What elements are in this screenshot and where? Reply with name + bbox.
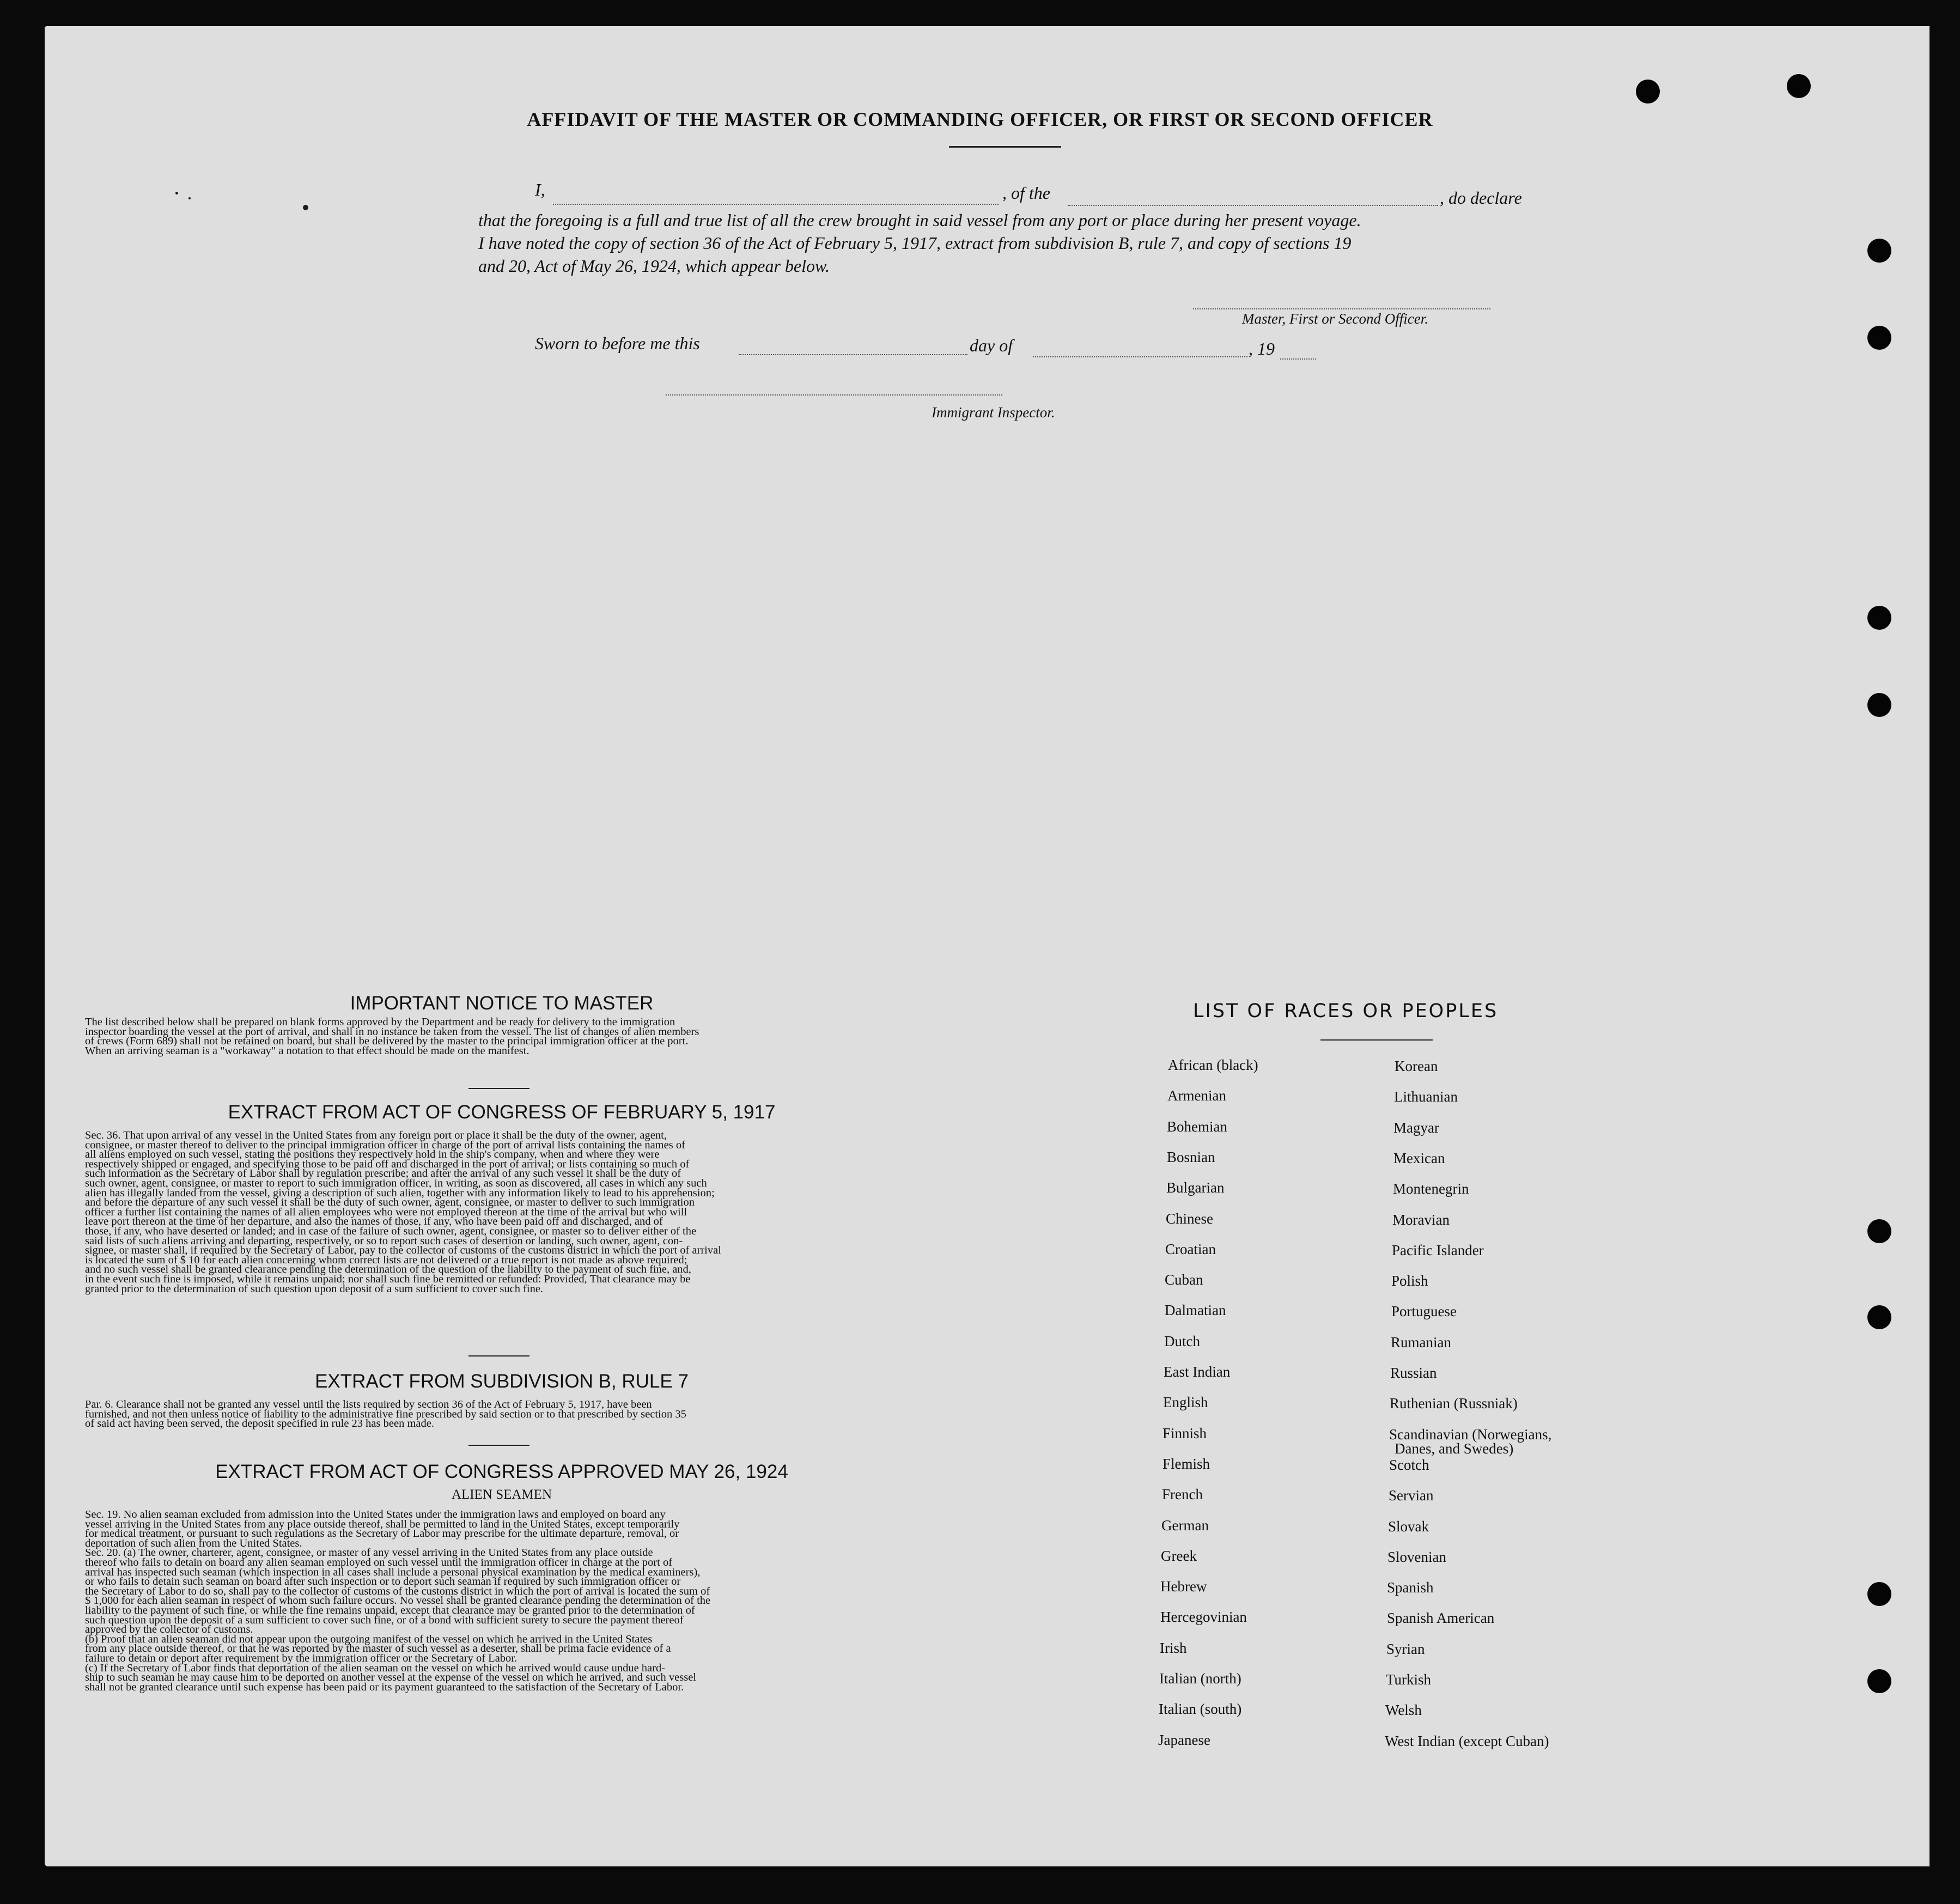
- text-line: such question upon the deposit of a sum sufficient to cover such fine, or of a bond with sufficient surety to secure the payment thereof: [85, 1614, 684, 1626]
- inspector-signature-line[interactable]: [666, 394, 1002, 396]
- text-line: approved by the collector of customs.: [85, 1623, 253, 1636]
- extract-1917-text: [85, 1131, 906, 1294]
- race-item: East Indian: [1164, 1364, 1231, 1380]
- vessel-field[interactable]: [1068, 205, 1438, 206]
- race-item: Italian (south): [1159, 1701, 1242, 1717]
- race-item: Spanish: [1387, 1579, 1434, 1596]
- text-line: alien has illegally landed from the vessel, giving a description of such alien, together with any information likely to lead to his apprehension;: [85, 1187, 715, 1199]
- punch-hole: [1867, 1669, 1891, 1693]
- race-item: West Indian (except Cuban): [1385, 1733, 1549, 1749]
- declaration-line-1: that the foregoing is a full and true list of all the crew brought in said vessel from any port or place during her present voyage.: [478, 210, 1361, 230]
- race-item: Ruthenian (Russniak): [1390, 1395, 1518, 1412]
- race-item: Hebrew: [1160, 1578, 1207, 1595]
- text-line: ship to such seaman he may cause him to be deported on another vessel at the expense of the vessel on which he arrived, and such vessel: [85, 1671, 697, 1684]
- punch-hole: [1787, 74, 1811, 98]
- text-line: vessel arriving in the United States from any place outside thereof, shall be permitted to land in the United States, except temporarily: [85, 1518, 680, 1530]
- race-item: Italian (north): [1159, 1670, 1241, 1687]
- notice-heading: IMPORTANT NOTICE TO MASTER: [350, 993, 654, 1014]
- race-item: Croatian: [1165, 1241, 1216, 1257]
- text-line: liability to the payment of such fine, or while the fine remains unpaid, except that clearance may be granted prior to the determination of: [85, 1604, 695, 1616]
- race-item: Servian: [1389, 1487, 1434, 1504]
- text-line: Sec. 19. No alien seaman excluded from admission into the United States under the immigration laws and employed on board any: [85, 1508, 666, 1520]
- do-declare-label: , do declare: [1440, 188, 1522, 208]
- title-underline: [949, 146, 1061, 148]
- text-line: The list described below shall be prepared on blank forms approved by the Department and be ready for delivery to the immigration: [85, 1016, 675, 1028]
- text-line: granted prior to the determination of such question upon deposit of a sum sufficient to cover such fine.: [85, 1282, 544, 1295]
- race-item: Turkish: [1386, 1671, 1432, 1688]
- race-item: Bohemian: [1167, 1118, 1227, 1135]
- punch-hole: [1867, 1219, 1891, 1243]
- race-item: Cuban: [1165, 1272, 1203, 1288]
- races-heading: LIST OF RACES OR PEOPLES: [1193, 1000, 1499, 1022]
- declaration-line-3: and 20, Act of May 26, 1924, which appear below.: [478, 256, 830, 276]
- text-line: in the event such fine is imposed, while it remains unpaid; nor shall such fine be remitted or refunded: Provided, That clearance may be: [85, 1273, 691, 1285]
- race-item: Bosnian: [1167, 1149, 1215, 1165]
- text-line: all aliens employed on such vessel, stating the positions they respectively hold in the ship's company, when and where they were: [85, 1148, 660, 1161]
- notice-text: [85, 1018, 906, 1056]
- race-item: Pacific Islander: [1392, 1242, 1484, 1258]
- race-item: Moravian: [1392, 1212, 1450, 1228]
- affidavit-title: AFFIDAVIT OF THE MASTER OR COMMANDING OFFICER, OR FIRST OR SECOND OFFICER: [527, 108, 1433, 130]
- day-of-label: day of: [970, 336, 1013, 355]
- text-line: of crews (Form 689) shall not be retained on board, but shall be delivered by the master to the principal immigration officer at the port.: [85, 1035, 689, 1048]
- text-line: $ 1,000 for each alien seaman in respect of whom such failure occurs. No vessel shall be granted clearance pending the determination of the: [85, 1595, 711, 1607]
- race-item: French: [1162, 1486, 1203, 1502]
- text-line: from any place outside thereof, or that he was reported by the master of such vessel as a deserter, shall be prima facie evidence of a: [85, 1643, 671, 1655]
- text-line: When an arriving seaman is a "workaway" a notation to that effect should be made on the manifest.: [85, 1044, 529, 1057]
- text-line: for medical treatment, or pursuant to such regulations as the Secretary of Labor may prescribe for the ultimate departure, removal, or: [85, 1528, 679, 1540]
- race-item: Greek: [1161, 1548, 1197, 1564]
- text-line: the Secretary of Labor to do so, shall pay to the collector of customs of the customs district in which the port of arrival is located the sum of: [85, 1585, 710, 1597]
- text-line: of said act having been served, the deposit specified in rule 23 has been made.: [85, 1418, 434, 1430]
- text-line: signee, or master shall, if required by the Secretary of Labor, pay to the collector of customs of the customs district in which the port of arrival: [85, 1244, 721, 1257]
- stray-mark: [175, 192, 178, 194]
- text-line: deportation of such alien from the United States.: [85, 1537, 302, 1549]
- race-item: Montenegrin: [1393, 1181, 1469, 1197]
- signature-caption: Master, First or Second Officer.: [1242, 311, 1428, 327]
- race-item: Korean: [1395, 1058, 1438, 1074]
- text-line: is located the sum of $ 10 for each alien concerning whom correct lists are not delivered or a true report is not made as above required;: [85, 1254, 687, 1266]
- race-item-continuation: Danes, and Swedes): [1395, 1440, 1514, 1457]
- punch-hole: [1867, 326, 1891, 350]
- extract-1924-heading: EXTRACT FROM ACT OF CONGRESS APPROVED MAY 26, 1924: [215, 1461, 788, 1482]
- race-item: Spanish American: [1387, 1610, 1495, 1626]
- declaration-line-2: I have noted the copy of section 36 of the Act of February 5, 1917, extract from subdivision B, rule 7, and copy of sections 19: [478, 233, 1352, 253]
- text-line: (b) Proof that an alien seaman did not appear upon the outgoing manifest of the vessel on which he arrived in the United States: [85, 1633, 653, 1645]
- punch-hole: [1867, 1582, 1891, 1606]
- race-item: Magyar: [1393, 1120, 1439, 1136]
- text-line: and no such vessel shall be granted clearance pending the determination of the question of the liability to the payment of such fine, and,: [85, 1263, 691, 1276]
- text-line: Par. 6. Clearance shall not be granted any vessel until the lists required by section 36 of the Act of February 5, 1917, have been: [85, 1398, 652, 1410]
- sworn-day-field[interactable]: [739, 354, 967, 355]
- text-line: thereof who fails to detain on board any alien seaman employed on such vessel until the immigration officer in charge at the port of: [85, 1556, 673, 1568]
- text-line: Sec. 20. (a) The owner, charterer, agent, consignee, or master of any vessel arriving in the United States from any place outside: [85, 1547, 653, 1559]
- race-item: Bulgarian: [1166, 1179, 1225, 1196]
- race-item: Japanese: [1158, 1732, 1210, 1748]
- race-item: Hercegovinian: [1160, 1609, 1247, 1625]
- text-line: (c) If the Secretary of Labor finds that deportation of the alien seaman on the vessel on which he arrived would cause undue hard-: [85, 1662, 666, 1674]
- i-label: I,: [535, 180, 545, 199]
- race-item: Rumanian: [1391, 1334, 1451, 1351]
- rule7-text: [85, 1400, 906, 1429]
- race-item: Syrian: [1386, 1641, 1425, 1657]
- punch-hole: [1867, 693, 1891, 717]
- race-item: Slovenian: [1387, 1549, 1446, 1565]
- of-the-label: , of the: [1002, 183, 1050, 203]
- sworn-year-field[interactable]: [1280, 358, 1316, 360]
- text-line: officer a further list containing the names of all alien employees who were not employed thereon at the time of the arrival but who will: [85, 1206, 687, 1218]
- extract-1924-text: [85, 1510, 906, 1692]
- sworn-label: Sworn to before me this: [535, 333, 700, 353]
- race-item: Finnish: [1162, 1425, 1207, 1441]
- text-line: such information as the Secretary of Labor shall by regulation prescribe; and after the arrival of any such vessel it shall be the duty of: [85, 1167, 681, 1180]
- text-line: arrival has inspected such seaman (which inspection in all cases shall include a personal physical examination by the medical examiners),: [85, 1566, 701, 1578]
- race-item: Irish: [1160, 1640, 1187, 1656]
- text-line: inspector boarding the vessel at the port of arrival, and shall in no instance be taken from the vessel. The list of changes of alien members: [85, 1025, 699, 1038]
- name-field[interactable]: [553, 204, 999, 205]
- race-item: Polish: [1391, 1273, 1428, 1289]
- races-underline: [1320, 1039, 1433, 1041]
- race-item: Welsh: [1385, 1702, 1422, 1718]
- year-label: , 19: [1249, 339, 1275, 358]
- text-line: those, if any, who have deserted or landed; and in case of the failure of such owner, agent, consignee, or master so to deliver either of the: [85, 1225, 697, 1237]
- rule7-heading: EXTRACT FROM SUBDIVISION B, RULE 7: [315, 1371, 689, 1392]
- divider: [468, 1355, 529, 1356]
- race-item: Dalmatian: [1165, 1302, 1226, 1318]
- text-line: shall not be granted clearance until such expense has been paid or its payment guaranteed to the satisfaction of the Secretary of Labor.: [85, 1681, 684, 1693]
- text-line: respectively shipped or engaged, and specifying those to be paid off and discharged in the port of arrival; or lists containing so much of: [85, 1158, 690, 1170]
- punch-hole: [1867, 239, 1891, 263]
- stray-mark: [303, 205, 308, 210]
- stray-mark: [188, 197, 191, 199]
- race-item: German: [1161, 1517, 1209, 1534]
- race-item: Lithuanian: [1394, 1088, 1458, 1105]
- text-line: such owner, agent, consignee, or master to report to such immigration officer, in writing, as soon as discovered, all cases in which any such: [85, 1177, 707, 1189]
- race-item: Scandinavian (Norwegians,: [1389, 1426, 1552, 1443]
- race-item: Portuguese: [1391, 1303, 1457, 1319]
- text-line: furnished, and not then unless notice of liability to the administrative fine prescribed by said section or to that prescribed by section 35: [85, 1408, 686, 1420]
- race-item: Armenian: [1167, 1087, 1226, 1104]
- race-item: Mexican: [1393, 1150, 1445, 1166]
- race-item: Slovak: [1388, 1518, 1429, 1535]
- divider: [468, 1445, 529, 1446]
- text-line: failure to detain or deport after requirement by the immigration officer or the Secretary of Labor.: [85, 1652, 518, 1664]
- race-item: Scotch: [1389, 1457, 1429, 1473]
- extract-1917-heading: EXTRACT FROM ACT OF CONGRESS OF FEBRUARY 5, 1917: [228, 1102, 776, 1123]
- race-item: African (black): [1168, 1057, 1258, 1073]
- race-item: Chinese: [1166, 1210, 1213, 1227]
- punch-hole: [1867, 1305, 1891, 1329]
- text-line: or who fails to detain such seaman on board after such inspection or to deport such seaman if required by such immigration officer or: [85, 1575, 681, 1588]
- text-line: leave port thereon at the time of her departure, and also the names of those, if any, who have been paid off and discharged, and of: [85, 1215, 663, 1228]
- punch-hole: [1867, 606, 1891, 630]
- text-line: and before the departure of any such vessel it shall be the duty of such owner, agent, consignee, or master to deliver to such immigration: [85, 1196, 695, 1209]
- race-item: Russian: [1390, 1365, 1437, 1381]
- text-line: consignee, or master thereof to deliver to the principal immigration officer in charge of the port of arrival lists containing the names of: [85, 1139, 685, 1151]
- alien-seamen-subheading: ALIEN SEAMEN: [451, 1487, 552, 1502]
- race-item: Flemish: [1162, 1456, 1210, 1472]
- race-item: English: [1163, 1394, 1208, 1410]
- divider: [468, 1088, 529, 1089]
- signature-line[interactable]: [1193, 308, 1490, 309]
- punch-hole: [1636, 80, 1660, 104]
- sworn-month-field[interactable]: [1033, 356, 1247, 357]
- text-line: said lists of such aliens arriving and departing, respectively, or so to report such cases of desertion or landing, such owner, agent, con-: [85, 1234, 683, 1247]
- race-item: Dutch: [1164, 1333, 1200, 1349]
- inspector-caption: Immigrant Inspector.: [932, 404, 1055, 421]
- text-line: Sec. 36. That upon arrival of any vessel in the United States from any foreign port or place it shall be the duty of the owner, agent,: [85, 1129, 667, 1141]
